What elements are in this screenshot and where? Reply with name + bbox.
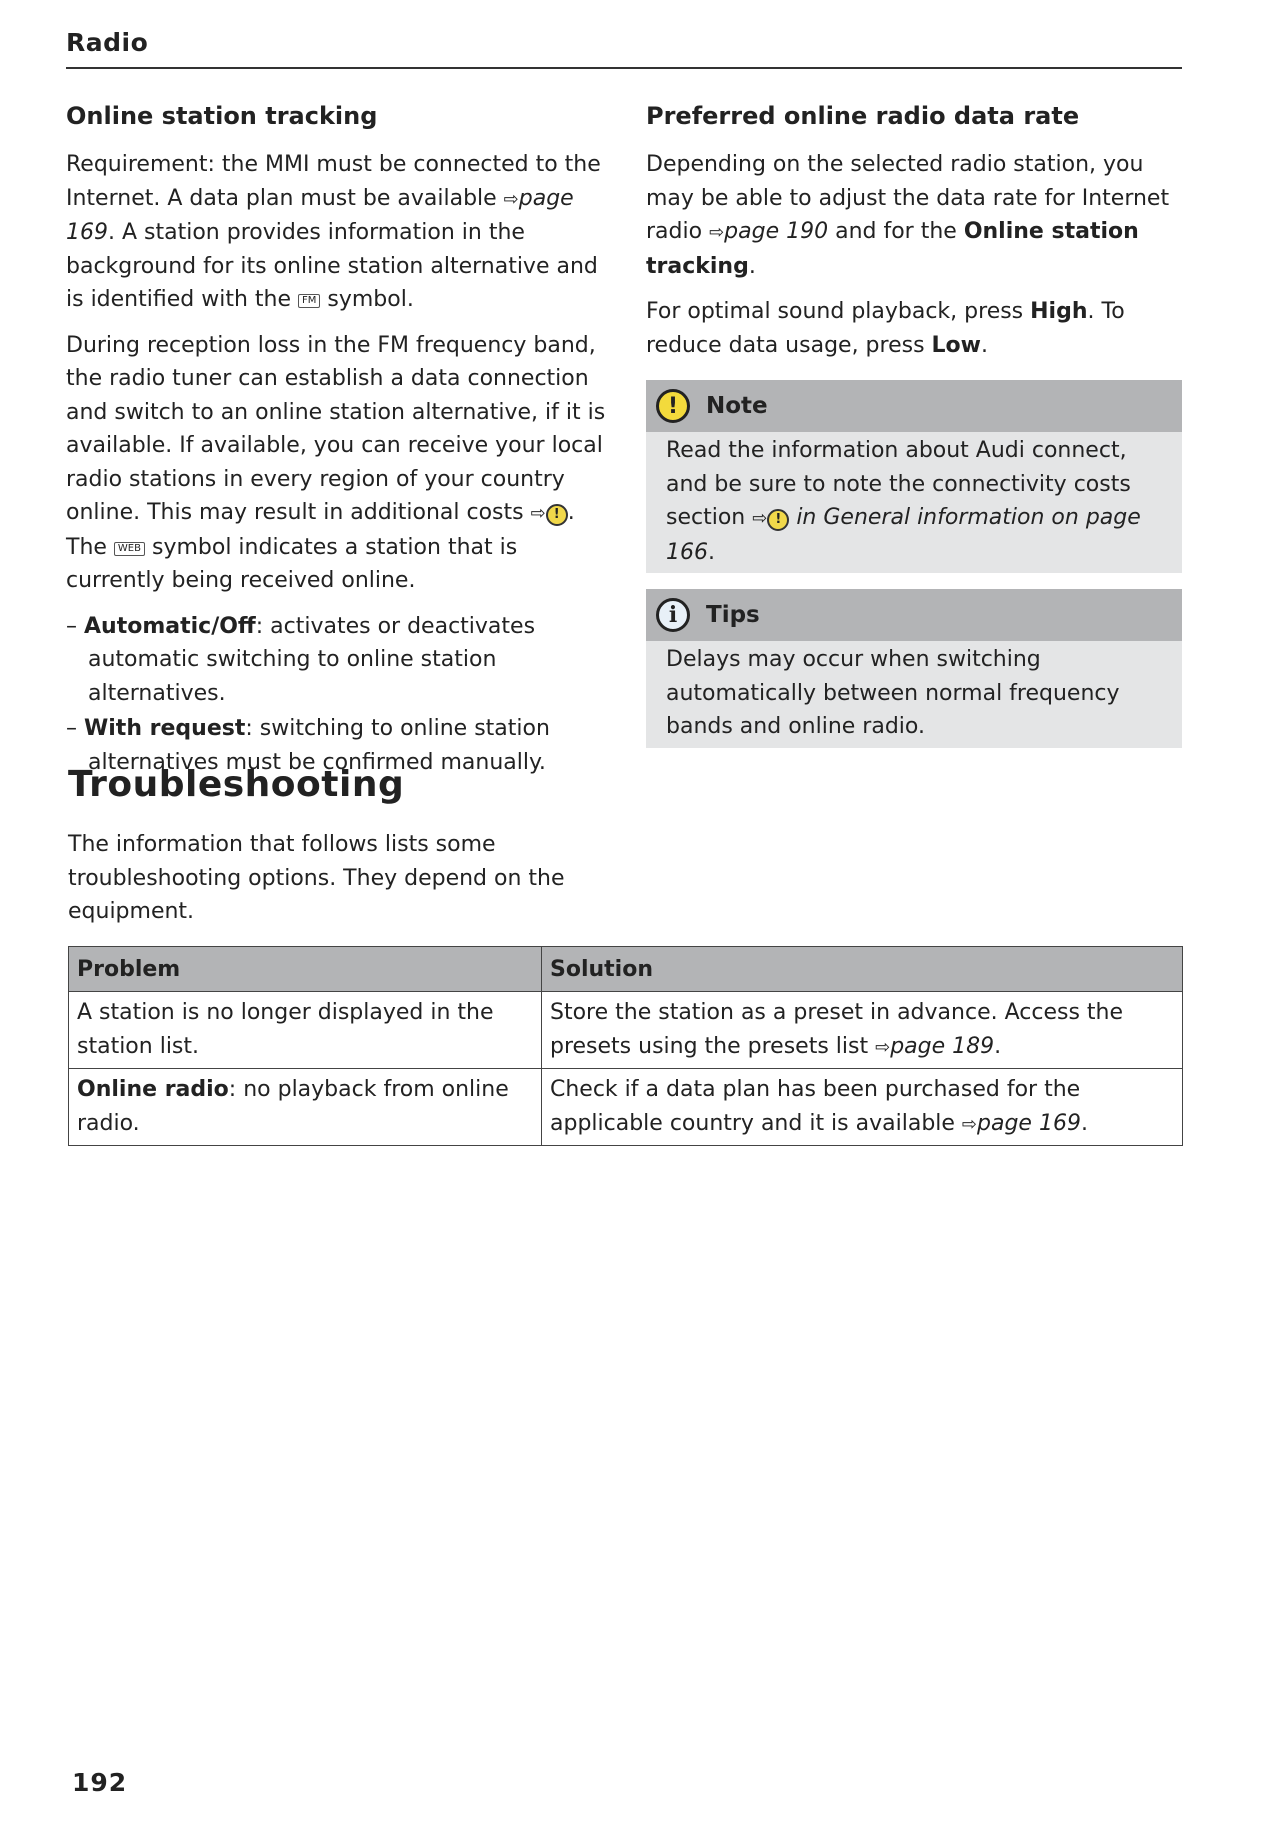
cross-reference-arrow-icon: ⇨ (709, 222, 725, 243)
paragraph-text: . To reduce data usage, press (646, 299, 1125, 358)
table-header-row (69, 947, 1183, 992)
section-header: Radio (66, 28, 149, 57)
cross-reference-arrow-icon: ⇨ (530, 503, 546, 524)
warning-icon: ! (767, 509, 789, 531)
paragraph-text: For optimal sound playback, press (646, 299, 1031, 324)
cross-reference-arrow-icon: ⇨ (503, 188, 519, 210)
tips-box-header (646, 589, 1182, 641)
paragraph-text: During reception loss in the FM frequency band, the radio tuner can establish a data connection and switch to an online station alternative, if it is available. If available, you can receive your local radio stations in every region of your country online. This may result in additional costs (66, 332, 606, 525)
paragraph-text: symbol. (320, 287, 414, 312)
note-box-header (646, 380, 1182, 432)
solution-cell (542, 1069, 1183, 1146)
bullet-automatic-off (66, 610, 606, 711)
bullet-text: : switching to online station alternatives must be confirmed manually. (88, 716, 550, 775)
problem-label: Online radio (77, 1077, 229, 1102)
column-header-solution: Solution (542, 947, 1183, 992)
paragraph-text: . The (66, 500, 575, 560)
problem-cell (69, 1069, 542, 1146)
problem-text: : no playback from online radio. (77, 1077, 509, 1136)
paragraph-text: and for the (828, 219, 964, 244)
troubleshooting-intro: The information that follows lists some troubleshooting options. They depend on the equipment. (68, 832, 565, 924)
data-rate-heading: Preferred online radio data rate (646, 102, 1080, 130)
warning-icon: ! (656, 389, 690, 423)
web-symbol-icon: WEB (114, 542, 145, 556)
table-row (69, 992, 1183, 1069)
right-column (646, 100, 1182, 764)
page-reference-link[interactable]: page 169 (977, 1110, 1081, 1136)
paragraph-text: symbol indicates a station that is currently being received online. (66, 534, 518, 593)
paragraph-text: . (748, 253, 756, 279)
fm-symbol-icon: FM (298, 294, 320, 308)
bold-term: Online station tracking (646, 219, 1139, 279)
note-text: . (708, 539, 715, 565)
page-reference-link[interactable]: in General information on page 166 (666, 505, 1141, 565)
column-header-problem: Problem (69, 947, 542, 992)
data-rate-paragraph-1 (646, 148, 1182, 283)
tips-body: Delays may occur when switching automatically between normal frequency bands and online radio. (666, 647, 1120, 739)
cross-reference-arrow-icon: ⇨ (961, 1113, 978, 1135)
header-rule (66, 67, 1182, 69)
page-reference-link[interactable]: page 190 (724, 219, 829, 244)
bullet-label: Automatic/Off (84, 613, 256, 639)
info-icon: i (656, 598, 690, 632)
tips-box (646, 589, 1182, 748)
page-number: 192 (72, 1768, 128, 1797)
solution-text: Check if a data plan has been purchased for the applicable country and it is available (550, 1077, 1081, 1136)
troubleshooting-title: Troubleshooting (68, 764, 405, 805)
problem-text: A station is no longer displayed in the station list. (77, 1000, 494, 1059)
page-reference-link[interactable]: page 169 (66, 185, 574, 245)
cross-reference-arrow-icon: ⇨ (752, 508, 768, 529)
paragraph-text: Requirement: the MMI must be connected to the Internet. A data plan must be available (66, 152, 601, 211)
data-rate-paragraph-2 (646, 295, 1182, 362)
paragraph-text: Depending on the selected radio station, you may be able to adjust the data rate for Internet radio (646, 152, 1170, 244)
solution-cell (542, 992, 1183, 1069)
online-tracking-paragraph-1 (66, 148, 606, 317)
solution-text: . (1080, 1110, 1088, 1136)
warning-icon[interactable]: ! (546, 504, 568, 526)
bullet-text: : activates or deactivates automatic switching to online station alternatives. (88, 613, 536, 706)
online-tracking-heading: Online station tracking (66, 102, 378, 130)
online-tracking-paragraph-2 (66, 329, 606, 598)
left-column (66, 100, 606, 781)
table-row (69, 1069, 1183, 1146)
low-option: Low (931, 332, 981, 358)
note-body (646, 432, 1182, 573)
high-option: High (1030, 299, 1088, 324)
bullet-dash: – (66, 716, 77, 741)
solution-text: . (994, 1033, 1002, 1059)
problem-cell (69, 992, 542, 1069)
bullet-dash: – (66, 613, 77, 639)
solution-text: Store the station as a preset in advance. Access the presets using the presets list (550, 1000, 1123, 1059)
note-title: Note (706, 393, 768, 419)
note-text: Read the information about Audi connect, and be sure to note the connectivity costs section (666, 438, 1131, 530)
troubleshooting-table (68, 946, 1183, 1146)
bullet-label: With request (84, 716, 246, 741)
paragraph-text: . A station provides information in the background for its online station alternative and is identified with the (66, 220, 598, 312)
page-reference-link[interactable]: page 189 (890, 1033, 995, 1059)
cross-reference-arrow-icon: ⇨ (875, 1036, 891, 1058)
paragraph-text: . (981, 332, 988, 358)
tips-title: Tips (706, 602, 760, 628)
note-box (646, 380, 1182, 573)
